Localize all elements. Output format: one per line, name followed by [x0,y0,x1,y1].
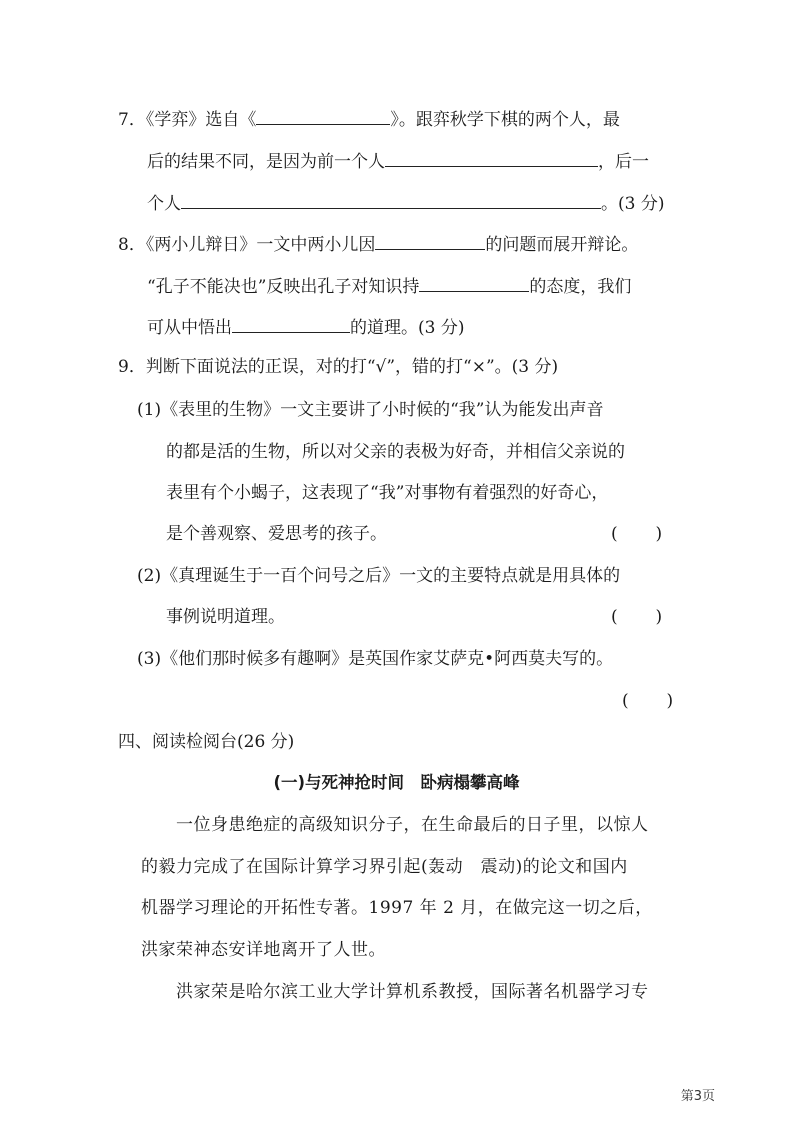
q8-line-3 [147,314,464,340]
q9-item-2-line-1: (2)《真理诞生于一百个问号之后》一文的主要特点就是用具体的 [137,566,621,586]
q9-item-1-answer-box[interactable]: ( ) [611,524,663,544]
q7-line-1 [118,106,620,132]
q9-item-3-line-1: (3)《他们那时候多有趣啊》是英国作家艾萨克•阿西莫夫写的。 [137,649,614,669]
q7-text: 。(3 分) [601,194,665,214]
q8-blank-attitude[interactable] [419,273,529,292]
q7-blank-first-person[interactable] [385,148,598,167]
q8-text: 8．《两小儿辩日》一文中两小儿因 [118,235,376,255]
q7-text: 7．《学弈》选自《 [118,110,257,130]
q9-item-1-line-1: (1)《表里的生物》一文主要讲了小时候的“我”认为能发出声音 [137,400,604,420]
q8-blank-lesson[interactable] [232,314,350,333]
q9-item-3-answer-box[interactable]: ( ) [622,691,674,711]
q9-item-1-line-4: 是个善观察、爱思考的孩子。 [166,524,387,544]
q7-text: 后的结果不同，是因为前一个人 [147,152,385,172]
reading-p1-line-2: 的毅力完成了在国际计算学习界引起(轰动 震动)的论文和国内 [141,857,628,877]
q9-item-1-line-2: 的都是活的生物，所以对父亲的表极为好奇，并相信父亲说的 [166,442,625,462]
reading-p1-line-4: 洪家荣神态安详地离开了人世。 [141,940,386,960]
q8-text: 的态度，我们 [529,277,632,297]
q8-text: “孔子不能决也”反映出孔子对知识持 [147,277,420,297]
q8-line-2 [147,273,631,299]
section-heading: 四、阅读检阅台(26 分) [118,732,295,752]
q8-text: 的道理。(3 分) [350,318,465,338]
q8-text: 可从中悟出 [147,318,232,338]
q7-blank-second-person[interactable] [181,190,601,209]
q9-item-2-answer-box[interactable]: ( ) [611,607,663,627]
q7-line-3 [147,190,664,216]
q8-blank-topic[interactable] [375,231,485,250]
reading-title: (一)与死神抢时间 卧病榻攀高峰 [273,773,520,792]
reading-p2-line-1: 洪家荣是哈尔滨工业大学计算机系教授，国际著名机器学习专 [176,982,649,1002]
q9-item-2-line-2: 事例说明道理。 [166,607,285,627]
reading-p1-line-1: 一位身患绝症的高级知识分子，在生命最后的日子里，以惊人 [176,815,649,835]
q9-stem: 9．判断下面说法的正误，对的打“√”，错的打“×”。(3 分) [118,357,559,377]
q7-text: 》。跟弈秋学下棋的两个人，最 [390,110,620,130]
page-number: 第3页 [680,1089,715,1104]
q8-line-1 [118,231,638,257]
q7-text: ，后一 [598,152,649,172]
q9-item-1-line-3: 表里有个小蝎子，这表现了“我”对事物有着强烈的好奇心， [166,483,609,503]
reading-p1-line-3: 机器学习理论的开拓性专著。1997 年 2 月，在做完这一切之后， [141,898,653,918]
q7-line-2 [147,148,649,174]
q8-text: 的问题而展开辩论。 [485,235,639,255]
q7-text: 个人 [147,194,181,214]
q7-blank-book[interactable] [256,106,390,125]
